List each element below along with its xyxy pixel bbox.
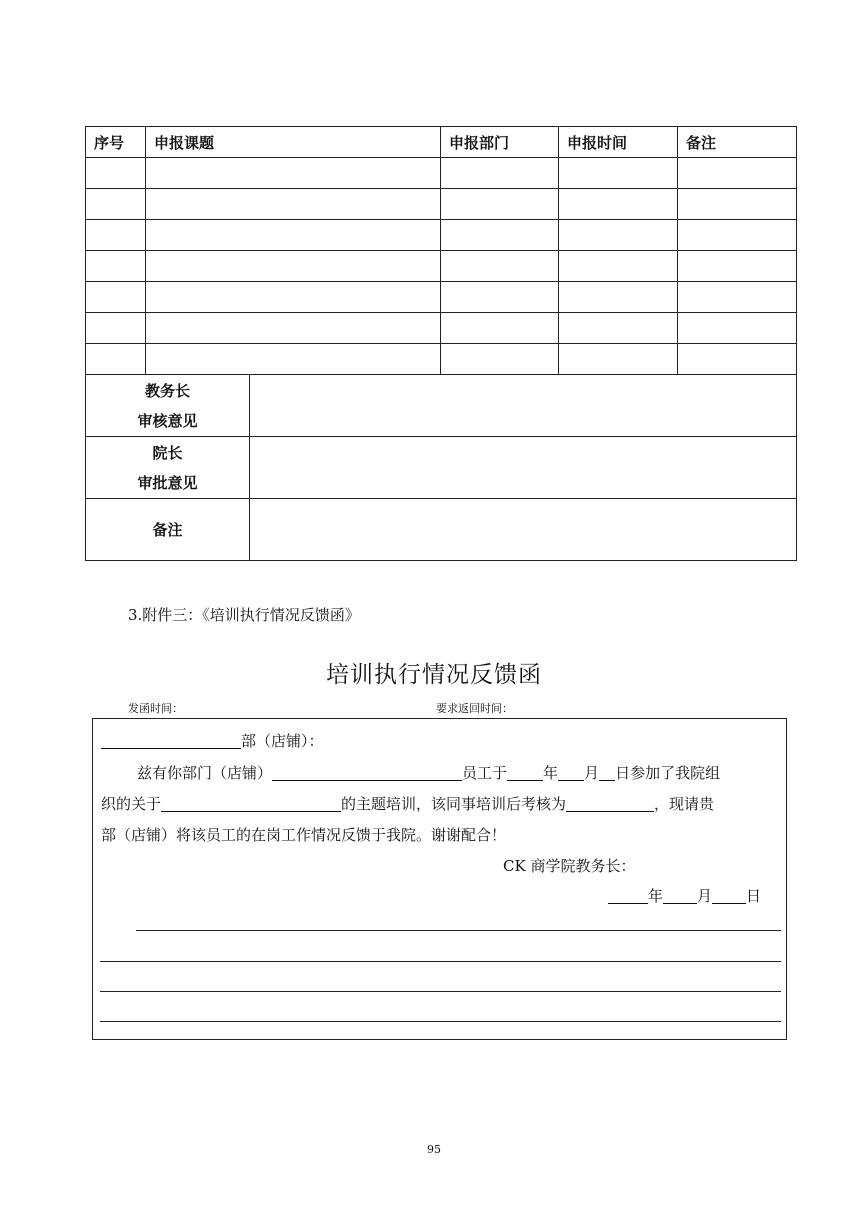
cell-time[interactable] <box>559 158 678 189</box>
cell-remarks[interactable] <box>678 189 797 220</box>
dean-review-row <box>86 375 797 437</box>
cell-index[interactable] <box>86 313 146 344</box>
table-row <box>86 189 797 220</box>
feedback-line-2[interactable] <box>100 961 781 962</box>
cell-remarks[interactable] <box>678 282 797 313</box>
cell-department[interactable] <box>441 313 559 344</box>
cell-remarks[interactable] <box>678 220 797 251</box>
cell-topic[interactable] <box>146 158 441 189</box>
letter-line-2: 织的关于 的主题培训，该同事培训后考核为 ，现请贵 <box>101 795 715 813</box>
feedback-line-4[interactable] <box>100 1021 781 1022</box>
date-line: 年 月 日 <box>608 885 761 906</box>
cell-topic[interactable] <box>146 220 441 251</box>
dean-review-label: 教务长 审核意见 <box>86 375 250 437</box>
remarks-label: 备注 <box>86 499 250 561</box>
date-day-blank[interactable] <box>712 888 746 904</box>
form-title: 培训执行情况反馈函 <box>326 662 542 688</box>
remarks-row <box>86 499 797 561</box>
president-approval-row <box>86 437 797 499</box>
cell-time[interactable] <box>559 344 678 375</box>
page-number: 95 <box>427 1143 441 1156</box>
table-row <box>86 251 797 282</box>
employee-blank[interactable] <box>272 765 462 781</box>
attachment-note: 3.附件三：《培训执行情况反馈函》 <box>128 606 360 624</box>
table-row <box>86 313 797 344</box>
cell-department[interactable] <box>441 282 559 313</box>
cell-department[interactable] <box>441 220 559 251</box>
year-blank[interactable] <box>507 765 543 781</box>
letter-line-addressee: 部（店铺）： <box>101 730 324 751</box>
table-row <box>86 344 797 375</box>
header-index: 序号 <box>86 127 146 158</box>
cell-index[interactable] <box>86 282 146 313</box>
cell-time[interactable] <box>559 220 678 251</box>
table-row <box>86 220 797 251</box>
cell-remarks[interactable] <box>678 251 797 282</box>
table-header-row <box>86 127 797 158</box>
letter-line-1: 兹有你部门（店铺） 员工于 年 月 日参加了我院组 <box>137 764 721 782</box>
header-time: 申报时间 <box>559 127 678 158</box>
cell-time[interactable] <box>559 313 678 344</box>
cell-department[interactable] <box>441 189 559 220</box>
cell-topic[interactable] <box>146 251 441 282</box>
cell-time[interactable] <box>559 189 678 220</box>
cell-department[interactable] <box>441 158 559 189</box>
cell-department[interactable] <box>441 344 559 375</box>
cell-remarks[interactable] <box>678 313 797 344</box>
department-blank[interactable] <box>101 733 241 749</box>
feedback-line-1[interactable] <box>136 930 781 931</box>
signature-line: CK 商学院教务长： <box>503 857 636 875</box>
president-approval-label: 院长 审批意见 <box>86 437 250 499</box>
cell-index[interactable] <box>86 251 146 282</box>
cell-index[interactable] <box>86 220 146 251</box>
cell-topic[interactable] <box>146 344 441 375</box>
feedback-line-3[interactable] <box>100 991 781 992</box>
training-topic-blank[interactable] <box>161 796 341 812</box>
assessment-blank[interactable] <box>566 796 654 812</box>
cell-department[interactable] <box>441 251 559 282</box>
cell-time[interactable] <box>559 251 678 282</box>
cell-remarks[interactable] <box>678 344 797 375</box>
header-remarks: 备注 <box>678 127 797 158</box>
cell-index[interactable] <box>86 344 146 375</box>
date-year-blank[interactable] <box>608 888 648 904</box>
cell-topic[interactable] <box>146 282 441 313</box>
header-topic: 申报课题 <box>146 127 441 158</box>
application-table <box>85 126 797 561</box>
day-blank[interactable] <box>599 765 615 781</box>
president-approval-opinion[interactable] <box>250 437 797 499</box>
cell-remarks[interactable] <box>678 158 797 189</box>
header-department: 申报部门 <box>441 127 559 158</box>
feedback-letter-box <box>92 718 787 1040</box>
month-blank[interactable] <box>558 765 584 781</box>
send-time-label: 发函时间： <box>128 702 183 715</box>
cell-topic[interactable] <box>146 189 441 220</box>
date-month-blank[interactable] <box>663 888 697 904</box>
cell-topic[interactable] <box>146 313 441 344</box>
cell-index[interactable] <box>86 158 146 189</box>
table-row <box>86 282 797 313</box>
table-row <box>86 158 797 189</box>
dean-review-opinion[interactable] <box>250 375 797 437</box>
remarks-content[interactable] <box>250 499 797 561</box>
cell-time[interactable] <box>559 282 678 313</box>
return-time-label: 要求返回时间： <box>436 702 513 715</box>
letter-line-3: 部（店铺）将该员工的在岗工作情况反馈于我院。谢谢配合！ <box>101 826 507 844</box>
cell-index[interactable] <box>86 189 146 220</box>
